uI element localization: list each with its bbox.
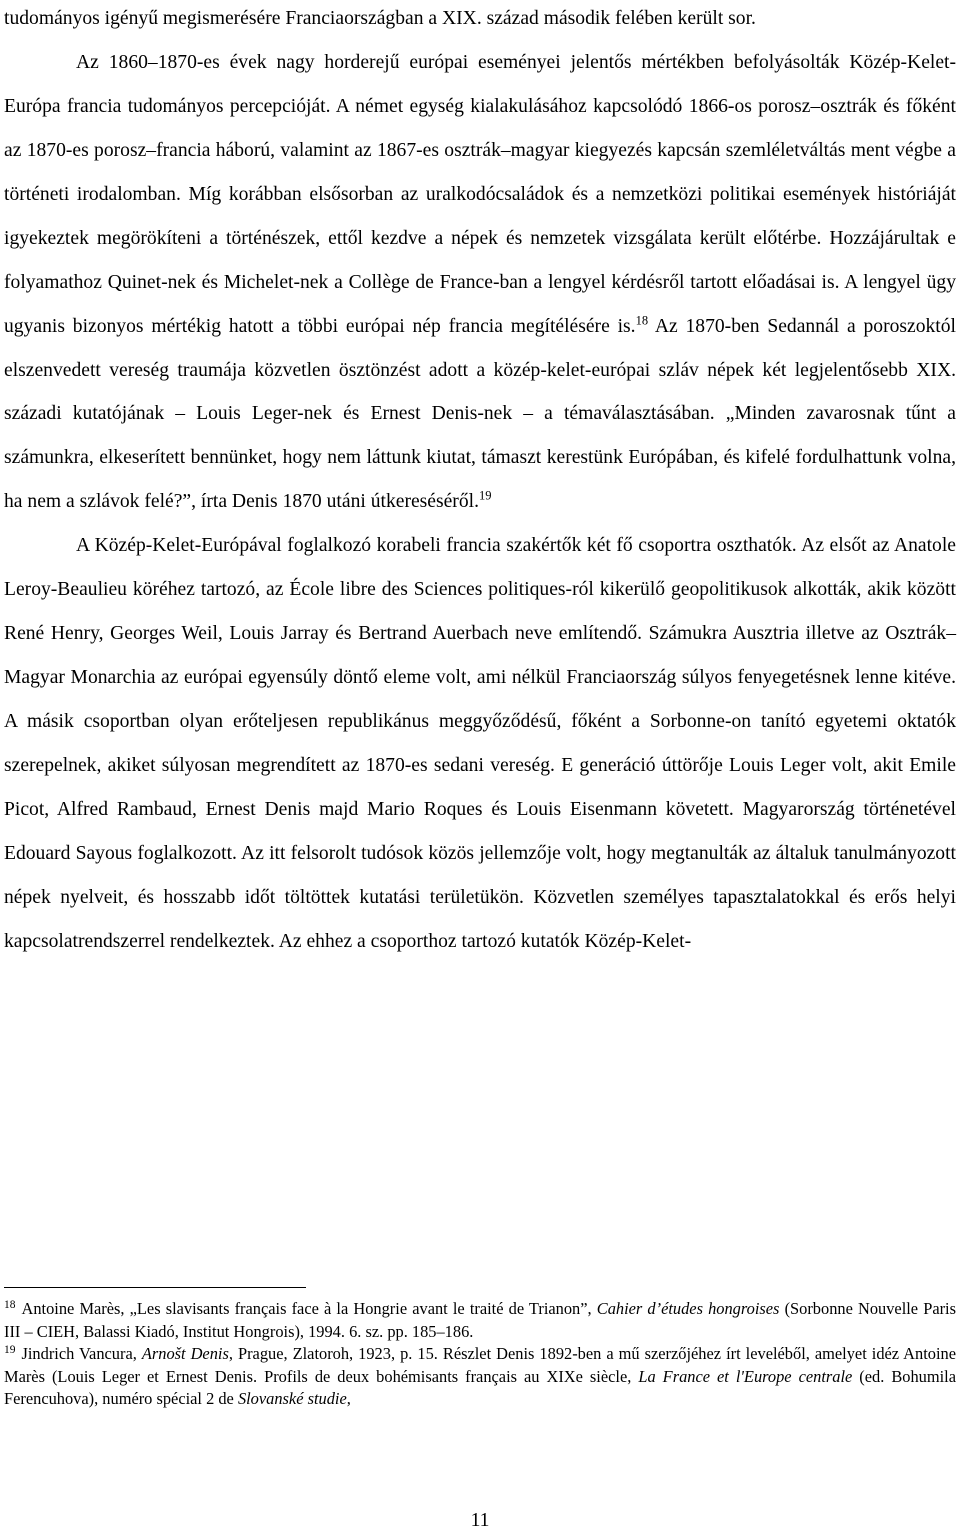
- footnote-text: ,: [346, 1389, 351, 1409]
- footnote-separator: [4, 1287, 306, 1288]
- paragraph-continued: [4, 0, 956, 41]
- paragraph-text: Az 1860–1870-es évek nagy horderejű európai eseményei jelentős mértékben befolyásolták Közép-Kelet-Európa francia tudományos percepcióját. A német egység kialakulásához kapcsolódó 1866-os porosz–osztrák és főként az 1870-es porosz–francia háború, valamint az 1867-es osztrák–magyar kiegyezés kapcsán szemléletváltás ment végbe a történeti irodalomban. Míg korábban elsősorban az uralkodócsaládok és a nemzetközi politikai események históriáját igyekeztek megörökíteni a történészek, ettől kezdve a népek és nemzetek vizsgálata került előtérbe. Hozzájárultak e folyamathoz Quinet-nek és Michelet-nek a Collège de France-ban a lengyel kérdésről tartott előadásai is. A lengyel ügy ugyanis bizonyos mértékig hatott a többi európai nép francia megítélésére is.: [4, 51, 956, 337]
- paragraph-text: A Közép-Kelet-Európával foglalkozó korabeli francia szakértők két fő csoportra oszthatók. Az elsőt az Anatole Leroy-Beaulieu köréhez tartozó, az École libre des Sciences politiques-ról kikerülő geopolitikusok alkották, akik között René Henry, Georges Weil, Louis Jarray és Bertrand Auerbach neve említendő. Számukra Ausztria illetve az Osztrák–Magyar Monarchia az európai egyensúly döntő eleme volt, ami nélkül Franciaország súlyos fenyegetésnek lenne kitéve. A másik csoportban olyan erőteljesen republikánus meggyőződésű, főként a Sorbonne-on tanító egyetemi oktatók szerepelnek, akiket súlyosan megrendített az 1870-es sedani vereség. E generáció úttörője Louis Leger volt, akit Emile Picot, Alfred Rambaud, Ernest Denis majd Mario Roques és Louis Eisenmann követett. Magyarország történetével Edouard Sayous foglalkozott. Az itt felsorolt tudósok közös jellemzője volt, hogy megtanulták az általuk tanulmányozott népek nyelveit, és hosszabb időt töltöttek kutatási területükön. Közvetlen személyes tapasztalatokkal és erős helyi kapcsolatrendszerrel rendelkeztek. Az ehhez a csoporthoz tartozó kutatók Közép-Kelet-: [4, 535, 956, 952]
- footnote-number: 19: [4, 1343, 16, 1356]
- footnote-19: [4, 1343, 956, 1411]
- footnote-title: Arnošt Denis: [141, 1344, 229, 1364]
- paragraph-text: tudományos igényű megismerésére Franciaországban a XIX. század második felében került sor.: [4, 8, 756, 29]
- footnote-text: Antoine Marès, „Les slavisants français face à la Hongrie avant le traité de Trianon”,: [21, 1299, 597, 1318]
- footnote-title: Slovanské studie: [237, 1389, 347, 1409]
- body-text: [4, 0, 956, 964]
- footnote-title: La France et l'Europe centrale: [638, 1366, 853, 1386]
- paragraph-expert-groups: [4, 524, 956, 963]
- page-number: 11: [470, 1510, 490, 1531]
- paragraph-text: Az 1870-ben Sedannál a poroszoktól elszenvedett vereség traumája közvetlen ösztönzést adott a közép-kelet-európai szláv népek két legjelentősebb XIX. századi kutatójának – Louis Leger-nek és Ernest Denis-nek – a témaválasztásában. „Minden zavarosnak tűnt a számunkra, elkeserített bennünket, hogy nem láttunk kiutat, támaszt kerestünk Európában, és kifelé fordulhattunk volna, ha nem a szlávok felé?”, írta Denis 1870 utáni útkereséséről.: [4, 315, 956, 513]
- paragraph-historical-context: [4, 41, 956, 524]
- footnote-text: , Prague, Zlatoroh, 1923, p. 15. Részlet Denis 1892-ben a mű szerzőjéhez írt leveléből, amelyet idéz Antoine Marès (Louis Leger et Ernest Denis. Profils de deux bohémisants français au XIXe siècle,: [4, 1344, 956, 1386]
- footnote-reference-18[interactable]: 18: [635, 313, 649, 328]
- footnote-18: [4, 1298, 956, 1343]
- footnotes: [4, 1298, 956, 1411]
- footnote-text: Jindrich Vancura,: [21, 1344, 142, 1364]
- footnote-number: 18: [4, 1298, 16, 1311]
- footnote-text: (ed. Bohumila Ferencuhova), numéro spécial 2 de: [4, 1366, 957, 1409]
- footnote-text: (Sorbonne Nouvelle Paris III – CIEH, Balassi Kiadó, Institut Hongrois), 1994. 6. sz. pp. 185–186.: [4, 1299, 956, 1341]
- footnote-reference-19[interactable]: 19: [478, 488, 492, 503]
- footnote-title: Cahier d’études hongroises: [596, 1299, 780, 1318]
